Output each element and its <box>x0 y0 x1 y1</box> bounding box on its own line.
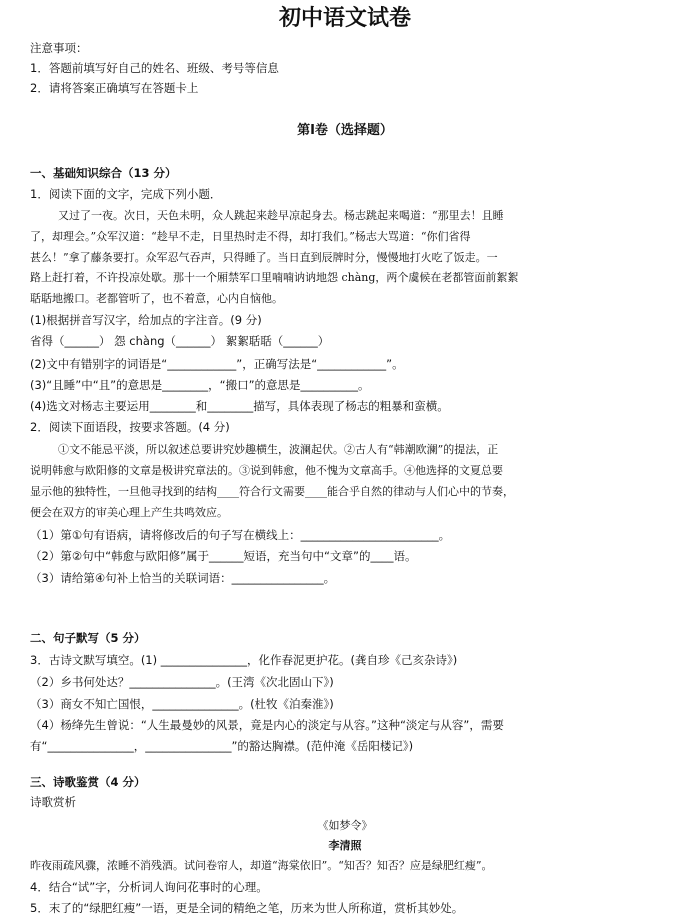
q1-1-items: 省得（______） 怨 chàng（______） 絮絮聒聒（______） <box>30 334 330 348</box>
poem-title: 《如梦令》 <box>317 819 373 832</box>
note-item-2: 2．请将答案正确填写在答题卡上 <box>30 81 199 95</box>
section-2-heading: 二、句子默写（5 分） <box>30 631 146 645</box>
q3-2: （2）乡书何处达？_______________。(王湾《次北固山下》) <box>30 675 334 689</box>
q3-1: 3．古诗文默写填空。(1) _______________，化作春泥更护花。(龚自珍《己亥杂诗》) <box>30 653 458 667</box>
q3-4-line-1: （4）杨绛先生曾说：“人生最曼妙的风景，竟是内心的淡定与从容。”这种“淡定与从容”，需要 <box>30 718 504 732</box>
q1-4: (4)选文对杨志主要运用________和________描写，具体表现了杨志的粗暴和蛮横。 <box>30 399 449 413</box>
note-item-1: 1．答题前填写好自己的姓名、班级、考号等信息 <box>30 61 279 75</box>
poem-text: 昨夜雨疏风骤，浓睡不消残酒。试问卷帘人，却道“海棠依旧”。“知否？知否？应是绿肥红瘦”。 <box>30 859 493 872</box>
passage-line-5: 聒聒地搬口。老都管听了，也不着意，心内自恼他。 <box>30 292 283 305</box>
q1-2: (2)文中有错别字的词语是“____________”，正确写法是“____________”。 <box>30 357 404 371</box>
section-1-heading: 一、基础知识综合（13 分） <box>30 166 177 180</box>
q2-3: （3）请给第④句补上恰当的关联词语：________________。 <box>30 571 336 585</box>
exam-title: 初中语文试卷 <box>278 5 411 31</box>
q3-4-line-2: 有“_______________，_______________”的豁达胸襟。(范仲淹《岳阳楼记》) <box>30 739 414 753</box>
q3-3: （3）商女不知亡国恨，_______________。(杜牧《泊秦淮》) <box>30 697 334 711</box>
q5: 5．末了的“绿肥红瘦”一语，更是全词的精绝之笔，历来为世人所称道，赏析其妙处。 <box>30 901 464 915</box>
q2-passage-line-1: ①文不能忌平淡，所以叙述总要讲究妙趣横生，波澜起伏。②古人有“韩潮欧澜”的提法，正 <box>58 443 499 456</box>
q2-passage-line-4: 便会在双方的审美心理上产生共鸣效应。 <box>30 506 228 519</box>
q1-stem: 1．阅读下面的文字，完成下列小题． <box>30 187 222 201</box>
passage-line-3: 甚么！”拿了藤条要打。众军忍气吞声，只得睡了。当日直到辰牌时分，慢慢地打火吃了饭走。一 <box>30 251 498 264</box>
q1-3: (3)“且睡”中“且”的意思是________，“搬口”的意思是__________。 <box>30 378 370 392</box>
q2-1: （1）第①句有语病，请将修改后的句子写在横线上：________________________。 <box>30 528 451 542</box>
q2-stem: 2．阅读下面语段，按要求答题。(4 分) <box>30 420 230 434</box>
poem-author: 李清照 <box>328 839 362 852</box>
q1-1: (1)根据拼音写汉字，给加点的字注音。(9 分) <box>30 313 262 327</box>
part1-title: 第I卷（选择题） <box>297 123 393 138</box>
notes-heading: 注意事项： <box>30 41 88 55</box>
q2-passage-line-2: 说明韩愈与欧阳修的文章是极讲究章法的。③说到韩愈，他不愧为文章高手。④他选择的文夏总要 <box>30 464 503 477</box>
passage-line-1: 又过了一夜。次日，天色未明，众人跳起来趁早凉起身去。杨志跳起来喝道：“那里去！且睡 <box>58 209 504 222</box>
q2-2: （2）第②句中“韩愈与欧阳修”属于______短语，充当句中“文章”的____语。 <box>30 549 417 563</box>
section-3-sub: 诗歌赏析 <box>30 795 76 809</box>
passage-line-2: 了，却理会。”众军汉道：“趁早不走，日里热时走不得，却打我们。”杨志大骂道：“你们省得 <box>30 230 471 243</box>
section-3-heading: 三、诗歌鉴赏（4 分） <box>30 775 146 789</box>
q2-passage-line-3: 显示他的独特性，一旦他寻找到的结构____符合行文需要____能合乎自然的律动与人们心中的节奏， <box>30 485 514 498</box>
q4: 4．结合“试”字，分析词人询问花事时的心理。 <box>30 880 268 894</box>
passage-line-4: 路上赶打着，不许投凉处歇。那十一个厢禁军口里喃喃讷讷地怨 chàng，两个虞候在老都管面前絮絮 <box>30 271 519 284</box>
